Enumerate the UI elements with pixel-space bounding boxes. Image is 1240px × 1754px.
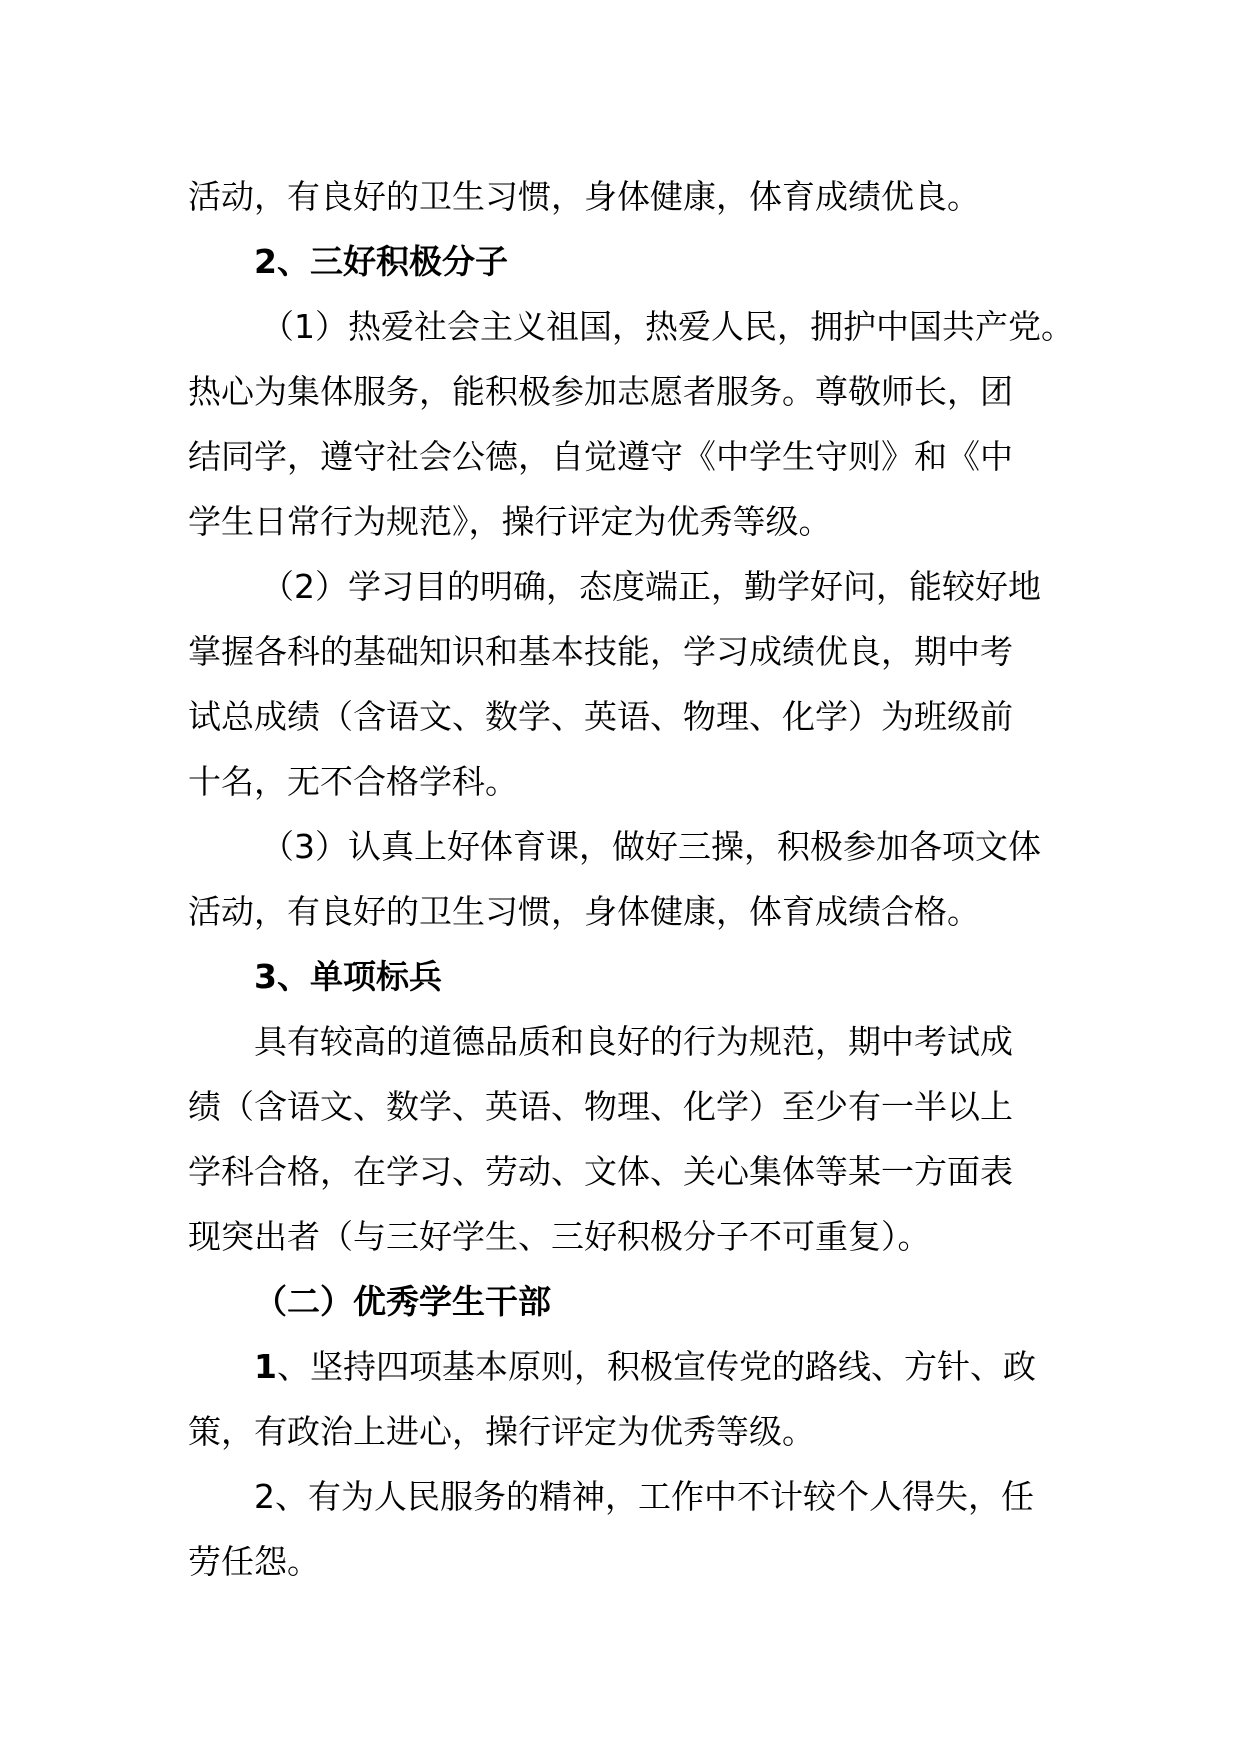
section-heading: （二）优秀学生干部 <box>254 1282 551 1321</box>
text-line: 活动，有良好的卫生习惯，身体健康，体育成绩优良。 <box>188 177 980 216</box>
text-line: 学生日常行为规范》，操行评定为优秀等级。 <box>188 502 832 541</box>
item-number: 1 <box>254 1347 277 1386</box>
text-line: 2、有为人民服务的精神，工作中不计较个人得失，任 <box>254 1477 1034 1516</box>
document-page <box>188 164 1088 1594</box>
text-line: 绩（含语文、数学、英语、物理、化学）至少有一半以上 <box>188 1087 1013 1126</box>
text-line: （2）学习目的明确，态度端正，勤学好问，能较好地 <box>261 567 1041 606</box>
text-line: 试总成绩（含语文、数学、英语、物理、化学）为班级前 <box>188 697 1013 736</box>
item-text: 、坚持四项基本原则，积极宣传党的路线、方针、政 <box>276 1347 1036 1386</box>
text-line: （1）热爱社会主义祖国，热爱人民，拥护中国共产党。 <box>261 307 1074 346</box>
text-line: 具有较高的道德品质和良好的行为规范，期中考试成 <box>254 1022 1013 1061</box>
text-line: 策，有政治上进心，操行评定为优秀等级。 <box>188 1412 815 1451</box>
text-line: 劳任怨。 <box>188 1542 320 1581</box>
text-line: 活动，有良好的卫生习惯，身体健康，体育成绩合格。 <box>188 892 980 931</box>
text-line: 结同学，遵守社会公德，自觉遵守《中学生守则》和《中 <box>188 437 1013 476</box>
section-heading: 3、单项标兵 <box>254 957 442 996</box>
text-line: 十名，无不合格学科。 <box>188 762 518 801</box>
text-line: 掌握各科的基础知识和基本技能，学习成绩优良，期中考 <box>188 632 1013 671</box>
text-line: 现突出者（与三好学生、三好积极分子不可重复）。 <box>188 1217 931 1256</box>
section-heading: 2、三好积极分子 <box>254 242 508 281</box>
text-line: 学科合格，在学习、劳动、文体、关心集体等某一方面表 <box>188 1152 1013 1191</box>
text-line: 热心为集体服务，能积极参加志愿者服务。尊敬师长，团 <box>188 372 1013 411</box>
text-line: （3）认真上好体育课，做好三操，积极参加各项文体 <box>261 827 1041 866</box>
text-line <box>188 1334 1088 1399</box>
